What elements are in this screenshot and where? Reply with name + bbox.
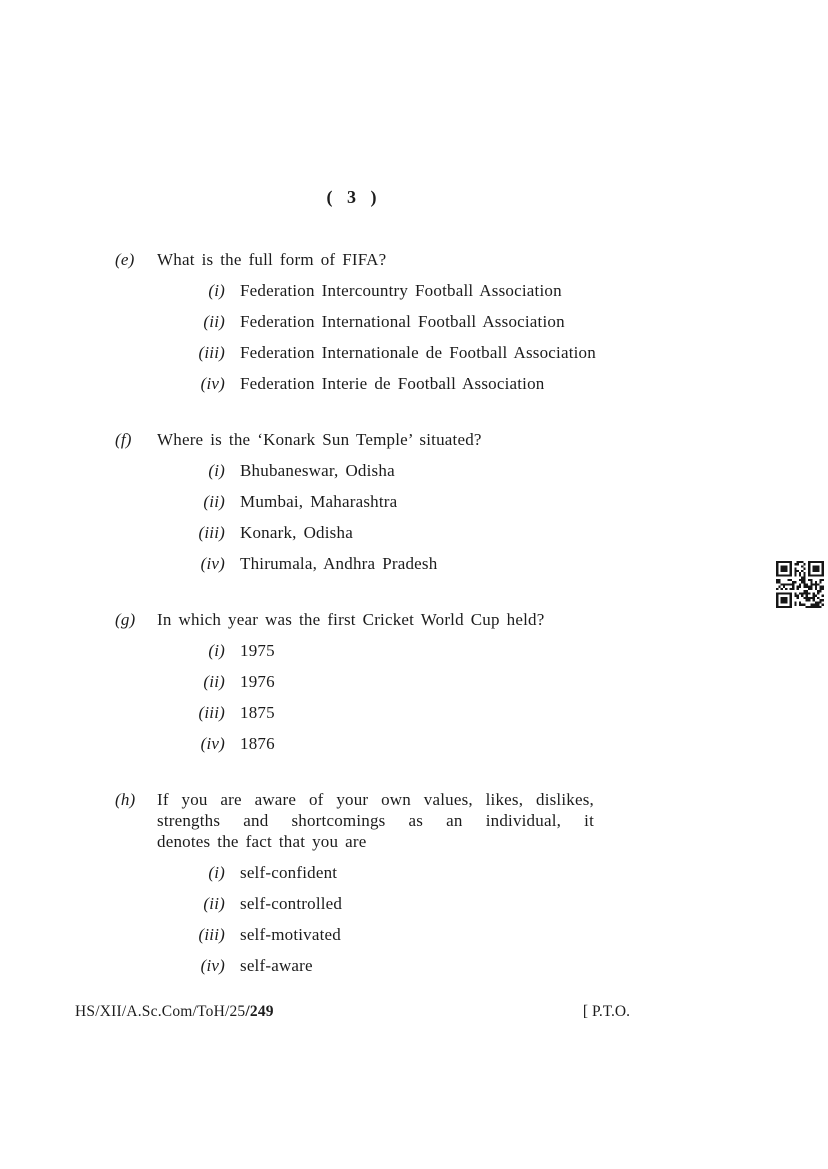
option-number: (iii) (198, 523, 225, 542)
option-row (157, 733, 594, 754)
option-text: Federation International Football Association (240, 312, 565, 331)
option-number: (iv) (200, 956, 225, 975)
question-e (115, 249, 631, 394)
question-label: (e) (115, 250, 135, 269)
page-number: ( 3 ) (326, 187, 382, 207)
option-row (157, 522, 594, 543)
option-list (157, 640, 594, 754)
question-label: (g) (115, 610, 136, 629)
option-text: Bhubaneswar, Odisha (240, 461, 395, 480)
option-number: (i) (208, 281, 225, 300)
option-number: (iii) (198, 925, 225, 944)
option-row (157, 280, 594, 301)
question-f (115, 429, 631, 574)
option-row (157, 702, 594, 723)
option-text: 1876 (240, 734, 275, 753)
question-label: (f) (115, 430, 132, 449)
question-text: Where is the ‘Konark Sun Temple’ situated? (157, 430, 482, 449)
option-number: (i) (208, 461, 225, 480)
option-text: Federation Internationale de Football Association (240, 343, 596, 362)
option-text: 1975 (240, 641, 275, 660)
option-row (157, 460, 594, 481)
option-number: (iii) (198, 343, 225, 362)
option-row (157, 311, 594, 332)
option-text: 1976 (240, 672, 275, 691)
option-row (157, 671, 594, 692)
option-text: Federation Interie de Football Association (240, 374, 545, 393)
option-row (157, 342, 594, 363)
option-text: 1875 (240, 703, 275, 722)
option-number: (iv) (200, 374, 225, 393)
question-text: In which year was the first Cricket World Cup held? (157, 610, 545, 629)
option-row (157, 955, 594, 976)
option-list (157, 862, 594, 976)
footer-paper-code (75, 1002, 274, 1022)
option-list (157, 460, 594, 574)
option-number: (ii) (203, 894, 225, 913)
option-text: self-aware (240, 956, 313, 975)
option-number: (i) (208, 863, 225, 882)
option-list (157, 280, 594, 394)
option-number: (iv) (200, 554, 225, 573)
option-row (157, 893, 594, 914)
option-number: (ii) (203, 312, 225, 331)
question-text: What is the full form of FIFA? (157, 250, 387, 269)
qr-code-image (776, 561, 824, 608)
question-text-line: strengths and shortcomings as an individual, it (157, 811, 594, 830)
option-row (157, 373, 594, 394)
option-row (157, 553, 594, 574)
option-number: (iv) (200, 734, 225, 753)
option-number: (iii) (198, 703, 225, 722)
option-text: Konark, Odisha (240, 523, 353, 542)
footer-pto: [ P.T.O. (582, 1003, 630, 1020)
question-text-line: If you are aware of your own values, likes, dislikes, (157, 790, 594, 809)
option-text: Federation Intercountry Football Association (240, 281, 562, 300)
option-number: (ii) (203, 492, 225, 511)
question-h (115, 789, 631, 976)
option-row (157, 924, 594, 945)
option-text: self-confident (240, 863, 338, 882)
question-label: (h) (115, 790, 136, 809)
option-number: (ii) (203, 672, 225, 691)
question-text-line: denotes the fact that you are (157, 832, 367, 851)
option-text: Thirumala, Andhra Pradesh (240, 554, 438, 573)
option-text: self-motivated (240, 925, 341, 944)
option-row (157, 640, 594, 661)
option-text: Mumbai, Maharashtra (240, 492, 398, 511)
option-text: self-controlled (240, 894, 343, 913)
footer-paper-code-bold: /249 (245, 1003, 274, 1020)
option-row (157, 491, 594, 512)
option-number: (i) (208, 641, 225, 660)
question-list (115, 249, 631, 976)
footer-paper-code-regular: HS/XII/A.Sc.Com/ToH/25 (75, 1003, 246, 1020)
question-g (115, 609, 631, 754)
option-row (157, 862, 594, 883)
